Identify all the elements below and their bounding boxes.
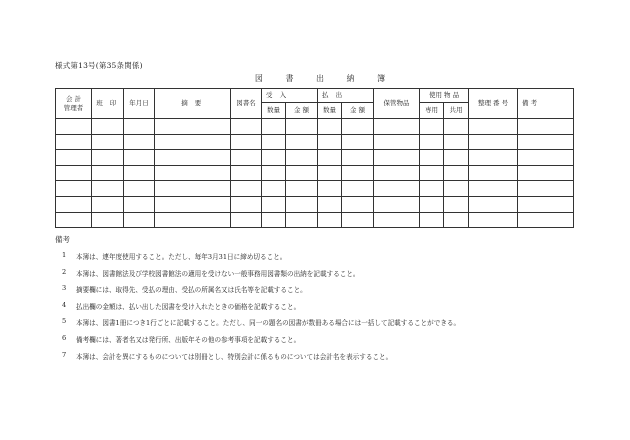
ledger-cell <box>124 119 155 135</box>
ledger-cell <box>286 150 318 166</box>
ledger-cell <box>56 134 92 150</box>
form-number-label: 様式第13号(第35条関係) <box>55 61 143 70</box>
ledger-cell <box>374 150 420 166</box>
note-number: 6 <box>62 333 67 342</box>
ledger-cell <box>318 165 342 181</box>
note-number: 5 <box>62 317 67 326</box>
ledger-cell <box>469 212 518 228</box>
ledger-cell <box>155 134 231 150</box>
ledger-cell <box>469 181 518 197</box>
header-summary: 摘 要 <box>155 89 231 119</box>
ledger-cell <box>318 134 342 150</box>
ledger-cell <box>92 181 124 197</box>
ledger-cell <box>155 165 231 181</box>
ledger-cell <box>56 119 92 135</box>
ledger-cell <box>92 119 124 135</box>
ledger-row <box>56 150 574 166</box>
note-item <box>62 334 460 351</box>
ledger-cell <box>231 119 262 135</box>
header-date: 年月日 <box>124 89 155 119</box>
ledger-body <box>56 119 574 228</box>
ledger-cell <box>262 134 286 150</box>
ledger-cell <box>469 196 518 212</box>
header-paid-out: 払 出 <box>318 89 374 103</box>
ledger-cell <box>420 134 444 150</box>
ledger-cell <box>56 150 92 166</box>
note-text: 備考欄には、著者名又は発行所、出版年その他の参考事項を記載すること。 <box>76 335 301 344</box>
ledger-cell <box>374 196 420 212</box>
ledger-cell <box>262 119 286 135</box>
ledger-row <box>56 119 574 135</box>
ledger-cell <box>518 134 574 150</box>
ledger-cell <box>518 181 574 197</box>
header-seal: 班 印 <box>92 89 124 119</box>
note-item <box>62 251 460 268</box>
ledger-cell <box>124 212 155 228</box>
ledger-cell <box>124 181 155 197</box>
note-item <box>62 317 460 334</box>
ledger-cell <box>231 150 262 166</box>
notes-heading: 備考 <box>55 235 70 244</box>
ledger-cell <box>92 165 124 181</box>
ledger-cell <box>420 119 444 135</box>
header-received-amount: 金 額 <box>286 103 318 119</box>
header-accounting-manager-line2: 管理者 <box>63 103 84 112</box>
note-text: 本簿は、連年度使用すること。ただし、毎年3月31日に締め切ること。 <box>76 253 287 261</box>
header-paid-out-amount: 金 額 <box>342 103 374 119</box>
ledger-cell <box>342 165 374 181</box>
ledger-cell <box>92 134 124 150</box>
note-number: 4 <box>62 300 67 309</box>
ledger-cell <box>124 134 155 150</box>
note-item <box>62 351 460 368</box>
ledger-cell <box>444 165 469 181</box>
ledger-cell <box>342 212 374 228</box>
ledger-row <box>56 212 574 228</box>
ledger-cell <box>342 181 374 197</box>
notes-list <box>62 251 460 367</box>
ledger-cell <box>231 165 262 181</box>
ledger-cell <box>444 150 469 166</box>
header-received: 受 入 <box>262 89 318 103</box>
ledger-row <box>56 196 574 212</box>
ledger-cell <box>518 212 574 228</box>
ledger-cell <box>262 165 286 181</box>
ledger-cell <box>342 134 374 150</box>
ledger-cell <box>469 119 518 135</box>
ledger-cell <box>286 196 318 212</box>
ledger-row <box>56 134 574 150</box>
ledger-cell <box>92 212 124 228</box>
ledger-cell <box>518 196 574 212</box>
ledger-cell <box>420 212 444 228</box>
ledger-cell <box>374 165 420 181</box>
note-number: 2 <box>62 267 67 276</box>
header-remarks-label <box>518 99 573 107</box>
ledger-cell <box>286 134 318 150</box>
header-remarks <box>518 89 574 119</box>
ledger-cell <box>444 181 469 197</box>
ledger-cell <box>124 165 155 181</box>
ledger-cell <box>444 212 469 228</box>
ledger-cell <box>469 150 518 166</box>
ledger-cell <box>444 119 469 135</box>
header-shared-use: 共用 <box>444 103 469 119</box>
ledger-cell <box>286 119 318 135</box>
header-paid-out-quantity: 数量 <box>318 103 342 119</box>
ledger-title: 図 書 出 納 簿 <box>254 74 396 83</box>
header-book-name: 図書名 <box>231 89 262 119</box>
header-reference-number: 整理 番 号 <box>469 89 518 119</box>
ledger-cell <box>469 165 518 181</box>
note-number: 7 <box>62 350 67 359</box>
header-exclusive-use: 専用 <box>420 103 444 119</box>
ledger-cell <box>124 196 155 212</box>
ledger-cell <box>231 196 262 212</box>
ledger-cell <box>262 181 286 197</box>
note-text: 本簿は、図書1冊につき1行ごとに記載すること。ただし、同一の題名の図書が数冊ある場合には一括して記載することができる。 <box>76 319 461 328</box>
ledger-cell <box>262 212 286 228</box>
ledger-cell <box>342 196 374 212</box>
ledger-cell <box>318 119 342 135</box>
ledger-cell <box>231 134 262 150</box>
note-text: 摘要欄には、取得先、受払の理由、受払の所属名又は氏名等を記載すること。 <box>76 286 307 295</box>
ledger-cell <box>318 212 342 228</box>
note-text: 払出欄の金額は、払い出した図書を受け入れたときの価格を記載すること。 <box>76 302 301 311</box>
ledger-cell <box>469 134 518 150</box>
ledger-cell <box>420 181 444 197</box>
ledger-cell <box>155 181 231 197</box>
ledger-cell <box>124 150 155 166</box>
ledger-cell <box>286 212 318 228</box>
ledger-cell <box>286 181 318 197</box>
ledger-cell <box>518 119 574 135</box>
ledger-row <box>56 165 574 181</box>
ledger-cell <box>444 134 469 150</box>
ledger-cell <box>92 196 124 212</box>
ledger-row <box>56 181 574 197</box>
note-item <box>62 268 460 285</box>
ledger-cell <box>518 150 574 166</box>
note-item <box>62 301 460 318</box>
ledger-cell <box>231 181 262 197</box>
note-text: 本簿は、図書館法及び学校図書館法の適用を受けない一般事務用図書類の出納を記載すること。 <box>76 269 360 278</box>
note-item <box>62 284 460 301</box>
header-usage-items: 使用 物 品 <box>420 89 469 103</box>
ledger-cell <box>231 212 262 228</box>
ledger-cell <box>318 181 342 197</box>
ledger-cell <box>155 212 231 228</box>
ledger-cell <box>155 119 231 135</box>
ledger-cell <box>262 150 286 166</box>
ledger-cell <box>56 212 92 228</box>
ledger-cell <box>518 165 574 181</box>
ledger-cell <box>56 181 92 197</box>
ledger-cell <box>92 150 124 166</box>
ledger-cell <box>342 119 374 135</box>
ledger-cell <box>420 165 444 181</box>
ledger-cell <box>56 196 92 212</box>
book-ledger-table <box>55 88 574 228</box>
header-remarks-text: 備 考 <box>522 99 538 108</box>
ledger-cell <box>155 196 231 212</box>
ledger-cell <box>420 196 444 212</box>
ledger-cell <box>444 196 469 212</box>
ledger-cell <box>286 165 318 181</box>
ledger-cell <box>374 119 420 135</box>
note-text: 本簿は、会計を異にするものについては別冊とし、特別会計に係るものについては会計名を表示すること。 <box>76 352 393 361</box>
ledger-cell <box>318 150 342 166</box>
ledger-cell <box>374 134 420 150</box>
header-accounting-manager <box>56 89 92 119</box>
ledger-cell <box>155 150 231 166</box>
header-received-quantity: 数量 <box>262 103 286 119</box>
header-storage-items: 保管物品 <box>374 89 420 119</box>
ledger-cell <box>420 150 444 166</box>
note-number: 1 <box>62 251 67 259</box>
ledger-cell <box>56 165 92 181</box>
note-number: 3 <box>62 284 67 293</box>
ledger-cell <box>374 181 420 197</box>
ledger-cell <box>342 150 374 166</box>
ledger-cell <box>318 196 342 212</box>
ledger-cell <box>262 196 286 212</box>
header-accounting-manager-line1: 会 計 <box>65 95 82 104</box>
ledger-cell <box>374 212 420 228</box>
